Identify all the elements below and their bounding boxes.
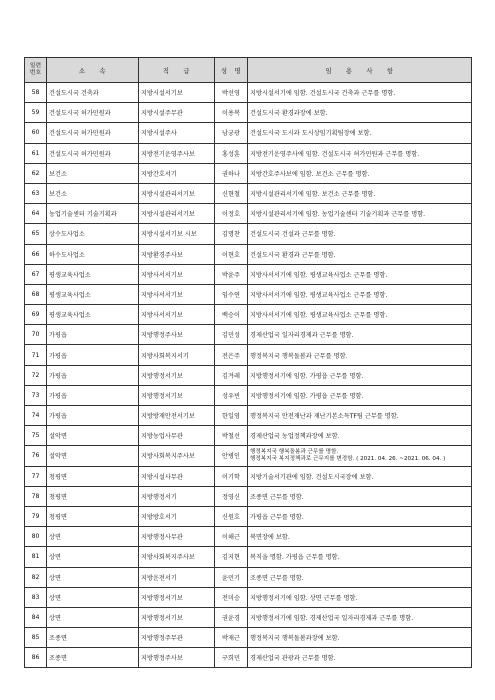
appointment-line: 지방사서서기에 임함. 평생교육사업소 근무를 명함.: [250, 271, 388, 279]
row-number: 67: [25, 264, 47, 284]
row-rank: 지방사회복지서기: [139, 345, 215, 365]
table-row: [25, 607, 472, 627]
row-rank: 지방시설주사: [139, 123, 215, 143]
row-rank: 지방행정서기: [139, 486, 215, 506]
appointment-line: 경제산업국 일자리경제과 근무를 명함.: [250, 332, 354, 340]
table-row: [25, 123, 472, 143]
appointment-table: [24, 57, 472, 668]
table-row: [25, 284, 472, 304]
row-appointment: [248, 163, 472, 183]
row-number: 59: [25, 103, 47, 123]
row-rank: 지방행정서기보: [139, 607, 215, 627]
table-row: [25, 224, 472, 244]
table-row: [25, 406, 472, 426]
row-rank: 지방방재안전서기보: [139, 406, 215, 426]
row-department: 건설도시국 허가민원과: [47, 143, 139, 163]
row-number: 76: [25, 446, 47, 466]
table-row: [25, 426, 472, 446]
row-number: 72: [25, 365, 47, 385]
appointment-line: 행정복지국 행복돌봄과 근무를 명함.: [250, 352, 348, 360]
appointment-line: 행정복지국 복지정책과로 근무지를 변경함. ( 2021. 04. 26. ~2021. 06. 04. ): [250, 455, 446, 462]
header-department: 소 속: [47, 58, 139, 83]
row-name: 박재근: [215, 628, 248, 648]
row-appointment: [248, 547, 472, 567]
appointment-line: 복직을 명함. 가평읍 근무를 명함.: [250, 554, 340, 562]
row-rank: 지방간호서기: [139, 163, 215, 183]
row-rank: 지방전기운영주사보: [139, 143, 215, 163]
row-department: 청평면: [47, 486, 139, 506]
table-row: [25, 143, 472, 163]
appointment-line: 건설도시국 환경과장에 보함.: [250, 110, 328, 118]
row-appointment: [248, 284, 472, 304]
row-department: 건설도시국 건축과: [47, 83, 139, 103]
table-row: [25, 83, 472, 103]
row-appointment: [248, 486, 472, 506]
row-appointment: [248, 628, 472, 648]
appointment-line: 조종면 근무를 명함.: [250, 574, 304, 582]
row-appointment: [248, 204, 472, 224]
table-body: [25, 83, 472, 668]
row-department: 설악면: [47, 446, 139, 466]
row-name: 백승이: [215, 305, 248, 325]
table-row: [25, 547, 472, 567]
appointment-line: 경제산업국 농업정책과장에 보함.: [250, 433, 340, 441]
appointment-line: 지방행정서기에 임함. 가평읍 근무를 명함.: [250, 372, 364, 380]
row-number: 77: [25, 466, 47, 486]
row-appointment: [248, 224, 472, 244]
table-row: [25, 103, 472, 123]
row-name: 박철선: [215, 426, 248, 446]
row-department: 보건소: [47, 183, 139, 203]
row-number: 82: [25, 567, 47, 587]
table-row: [25, 446, 472, 466]
appointment-line: 건설도시국 도시과 도시상임기획팀장에 보함.: [250, 130, 372, 138]
row-name: 이정호: [215, 204, 248, 224]
row-rank: 지방시설주무관: [139, 103, 215, 123]
row-department: 건설도시국 허가민원과: [47, 123, 139, 143]
row-number: 84: [25, 607, 47, 627]
row-number: 73: [25, 385, 47, 405]
row-department: 가평읍: [47, 406, 139, 426]
row-number: 62: [25, 163, 47, 183]
row-name: 홍성훈: [215, 143, 248, 163]
table-header-row: [25, 58, 472, 83]
row-department: 상수도사업소: [47, 224, 139, 244]
row-department: 평생교육사업소: [47, 305, 139, 325]
row-rank: 지방행정서기보: [139, 385, 215, 405]
row-appointment: [248, 345, 472, 365]
table-row: [25, 204, 472, 224]
row-number: 85: [25, 628, 47, 648]
header-rank: 직 급: [139, 58, 215, 83]
appointment-line: 건설도시국 환경과 근무를 명함.: [250, 251, 336, 259]
row-rank: 지방환경주사보: [139, 244, 215, 264]
row-appointment: [248, 143, 472, 163]
appointment-line: 지방사서서기에 임함. 평생교육사업소 근무를 명함.: [250, 312, 388, 320]
appointment-line: 건설도시국 건설과 근무를 명함.: [250, 231, 336, 239]
appointment-line: 행정복지국 행복돌봄과장에 보함.: [250, 635, 340, 643]
row-department: 가평읍: [47, 385, 139, 405]
row-department: 가평읍: [47, 325, 139, 345]
appointment-line: 조종면 근무를 명함.: [250, 493, 304, 501]
appointment-line: 지방전기운영주사에 임함. 건설도시국 허가민원과 근무를 명함.: [250, 150, 420, 158]
row-name: 성우빈: [215, 385, 248, 405]
row-name: 전은주: [215, 345, 248, 365]
row-department: 상면: [47, 567, 139, 587]
row-name: 구희민: [215, 648, 248, 668]
row-number: 69: [25, 305, 47, 325]
row-name: 김명찬: [215, 224, 248, 244]
row-appointment: [248, 83, 472, 103]
table-row: [25, 628, 472, 648]
appointment-line: 지방행정서기에 임함. 경제산업국 일자리경제과 근무를 명함.: [250, 614, 414, 622]
row-name: 한일영: [215, 406, 248, 426]
row-appointment: [248, 527, 472, 547]
row-number: 58: [25, 83, 47, 103]
row-number: 70: [25, 325, 47, 345]
row-department: 조종면: [47, 648, 139, 668]
row-rank: 지방행정주무관: [139, 628, 215, 648]
appointment-line: 지방기술서기관에 임함. 건설도시국장에 보함.: [250, 473, 374, 481]
row-appointment: [248, 446, 472, 466]
table-row: [25, 365, 472, 385]
row-number: 63: [25, 183, 47, 203]
row-rank: 지방행정주사보: [139, 325, 215, 345]
table-row: [25, 466, 472, 486]
appointment-line: 가평읍 근무를 명함.: [250, 514, 304, 522]
row-number: 65: [25, 224, 47, 244]
table-row: [25, 163, 472, 183]
row-appointment: [248, 325, 472, 345]
row-name: 전미승: [215, 587, 248, 607]
row-appointment: [248, 103, 472, 123]
row-name: 권하나: [215, 163, 248, 183]
table-row: [25, 244, 472, 264]
row-name: 김지현: [215, 547, 248, 567]
row-name: 안병인: [215, 446, 248, 466]
row-rank: 지방시설서기보 시보: [139, 224, 215, 244]
row-name: 이용복: [215, 103, 248, 123]
row-appointment: [248, 426, 472, 446]
row-number: 86: [25, 648, 47, 668]
row-department: 건설도시국 허가민원과: [47, 103, 139, 123]
table-row: [25, 527, 472, 547]
row-rank: 지방사서서기보: [139, 284, 215, 304]
row-number: 79: [25, 506, 47, 526]
row-department: 상면: [47, 547, 139, 567]
row-appointment: [248, 264, 472, 284]
row-appointment: [248, 123, 472, 143]
header-serial-number: 일련 번호: [25, 58, 47, 83]
row-department: 평생교육사업소: [47, 264, 139, 284]
row-number: 80: [25, 527, 47, 547]
row-number: 71: [25, 345, 47, 365]
appointment-line: 지방시설관리서기에 임함. 보건소 근무를 명함.: [250, 191, 376, 199]
row-number: 81: [25, 547, 47, 567]
appointment-line: 지방사서서기에 임함. 평생교육사업소 근무를 명함.: [250, 291, 388, 299]
row-department: 상면: [47, 607, 139, 627]
row-rank: 지방방호서기: [139, 506, 215, 526]
row-department: 청평면: [47, 466, 139, 486]
row-name: 박선영: [215, 83, 248, 103]
row-department: 농업기술센터 기술기획과: [47, 204, 139, 224]
row-department: 가평읍: [47, 345, 139, 365]
row-appointment: [248, 305, 472, 325]
table-row: [25, 385, 472, 405]
row-number: 83: [25, 587, 47, 607]
row-number: 75: [25, 426, 47, 446]
row-department: 평생교육사업소: [47, 284, 139, 304]
row-rank: 지방행정사무관: [139, 527, 215, 547]
row-name: 임수연: [215, 284, 248, 304]
row-appointment: [248, 648, 472, 668]
row-rank: 지방시설서기보: [139, 83, 215, 103]
table-row: [25, 587, 472, 607]
row-number: 68: [25, 284, 47, 304]
row-department: 청평면: [47, 506, 139, 526]
row-appointment: [248, 567, 472, 587]
row-department: 상면: [47, 587, 139, 607]
row-appointment: [248, 385, 472, 405]
row-number: 64: [25, 204, 47, 224]
row-department: 가평읍: [47, 365, 139, 385]
row-name: 이현호: [215, 244, 248, 264]
appointment-line: 지방간호주사보에 임함. 보건소 근무를 명함.: [250, 170, 370, 178]
row-department: 보건소: [47, 163, 139, 183]
row-name: 윤민기: [215, 567, 248, 587]
row-department: 하수도사업소: [47, 244, 139, 264]
appointment-line: 지방행정서기에 임함. 상면 근무를 명함.: [250, 594, 358, 602]
row-rank: 지방사회복지주사보: [139, 446, 215, 466]
table-row: [25, 567, 472, 587]
appointment-line: 지방시설관리서기에 임함. 농업기술센터 기술기획과 근무를 명함.: [250, 211, 426, 219]
row-rank: 지방운전서기: [139, 567, 215, 587]
row-rank: 지방시설관리서기보: [139, 204, 215, 224]
row-appointment: [248, 506, 472, 526]
row-appointment: [248, 466, 472, 486]
row-number: 60: [25, 123, 47, 143]
appointment-line: 북면장에 보함.: [250, 534, 290, 542]
appointment-line: 지방행정서기에 임함. 가평읍 근무를 명함.: [250, 392, 364, 400]
row-name: 김겨레: [215, 365, 248, 385]
row-name: 이해근: [215, 527, 248, 547]
table-row: [25, 183, 472, 203]
row-department: 설악면: [47, 426, 139, 446]
row-rank: 지방시설사무관: [139, 466, 215, 486]
row-rank: 지방사회복지주사보: [139, 547, 215, 567]
row-number: 61: [25, 143, 47, 163]
row-department: 조종면: [47, 628, 139, 648]
row-rank: 지방사서서기보: [139, 305, 215, 325]
row-name: 이기학: [215, 466, 248, 486]
appointment-line: 경제산업국 관광과 근무를 명함.: [250, 655, 336, 663]
row-name: 정영신: [215, 486, 248, 506]
row-appointment: [248, 244, 472, 264]
row-name: 박윤주: [215, 264, 248, 284]
row-rank: 지방시설관리서기보: [139, 183, 215, 203]
table-row: [25, 506, 472, 526]
row-name: 남궁광: [215, 123, 248, 143]
appointment-line: 행정복지국 행복돌봄과 근무를 명함.: [250, 449, 339, 456]
header-name: 성 명: [215, 58, 248, 83]
row-rank: 지방행정서기보: [139, 365, 215, 385]
row-appointment: [248, 183, 472, 203]
row-rank: 지방행정주사보: [139, 648, 215, 668]
row-name: 김민성: [215, 325, 248, 345]
row-appointment: [248, 365, 472, 385]
row-appointment: [248, 587, 472, 607]
appointment-line: 행정복지국 안전재난과 재난기본소득TF팀 근무를 명함.: [250, 413, 399, 421]
table-row: [25, 486, 472, 506]
row-department: 상면: [47, 527, 139, 547]
row-name: 신현철: [215, 183, 248, 203]
row-rank: 지방행정서기보: [139, 587, 215, 607]
header-appointment: 임 용 사 항: [248, 58, 472, 83]
row-rank: 지방사서서기보: [139, 264, 215, 284]
row-number: 74: [25, 406, 47, 426]
table-row: [25, 648, 472, 668]
appointment-line: 지방시설서기에 임함. 건설도시국 건축과 근무를 명함.: [250, 90, 396, 98]
row-number: 66: [25, 244, 47, 264]
table-row: [25, 345, 472, 365]
row-number: 78: [25, 486, 47, 506]
row-name: 신원호: [215, 506, 248, 526]
table-row: [25, 325, 472, 345]
row-rank: 지방농업사무관: [139, 426, 215, 446]
row-appointment: [248, 607, 472, 627]
table-row: [25, 264, 472, 284]
row-name: 권윤경: [215, 607, 248, 627]
table-row: [25, 305, 472, 325]
row-appointment: [248, 406, 472, 426]
